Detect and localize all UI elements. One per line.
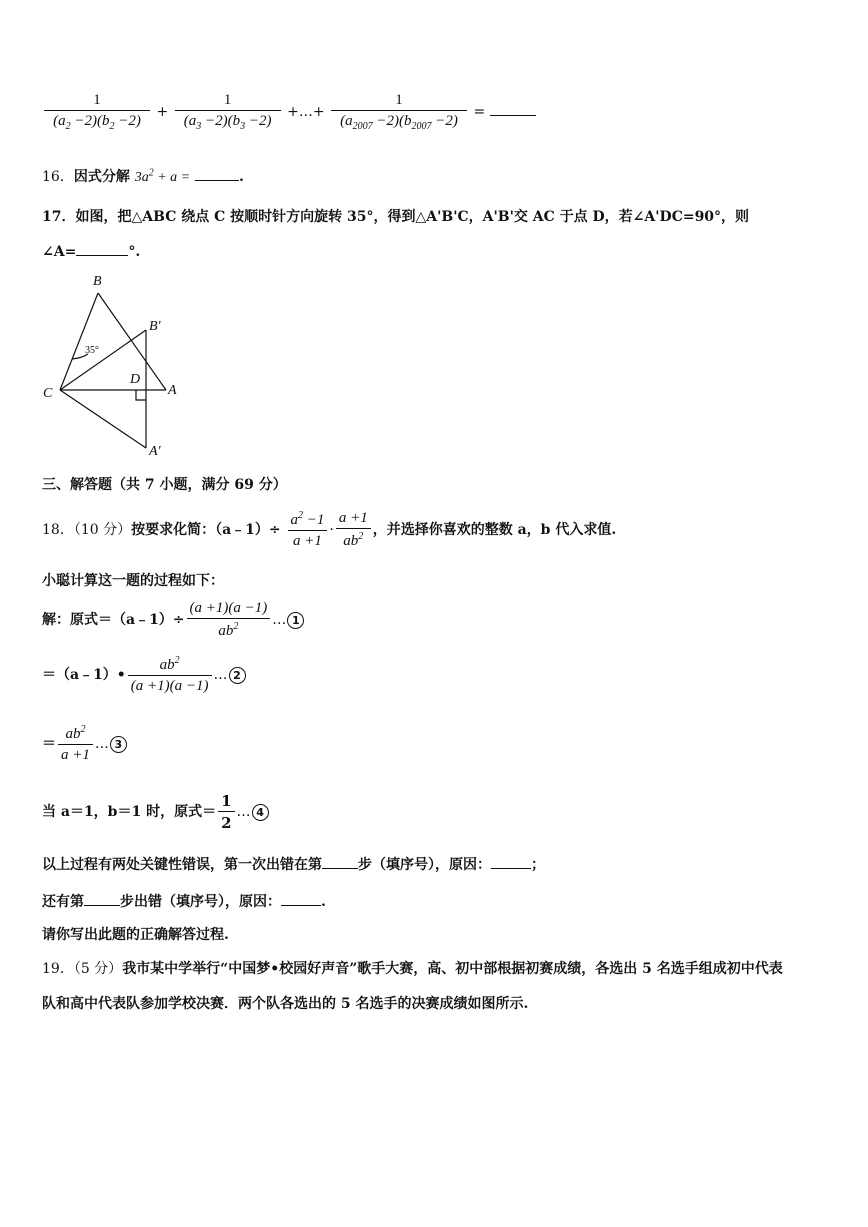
q18-task-2 [42,891,326,911]
label-Bprime: B′ [149,319,161,334]
ellipsis-sign: +…+ [287,104,325,120]
label-B: B [93,274,102,289]
q17-degree: °. [128,244,141,260]
term2-numerator: 1 [223,92,232,108]
step2-num-sup: 2 [174,655,180,666]
step2-den: (a +1)(a −1) [128,675,212,695]
step4-ellipsis: … [236,804,251,820]
series-term-1 [44,92,150,132]
q18-fraction-1 [288,510,328,550]
step3-circled-number: 3 [110,736,127,753]
task2-text-b: 步出错（填序号），原因： [120,894,281,910]
step2-num-a: ab [159,657,175,673]
q18-f2-den-sup: 2 [358,531,364,542]
q17-angle-label: ∠A= [42,244,77,260]
q18-text-end: ，并选择你喜欢的整数 a，b 代入求值. [372,522,617,538]
geometry-figure [38,268,188,463]
question-17-line1: 17．如图，把△ABC 绕点 C 按顺时针方向旋转 35°，得到△A'B'C，A'B'交 AC 于点 D，若∠A'DC=90°，则 [42,209,750,225]
solution-intro: 小聪计算这一题的过程如下： [42,573,224,589]
term1-sub2: 2 [109,121,115,132]
angle-label: 35° [85,345,99,356]
step4-den: 2 [218,811,234,832]
label-D: D [130,372,141,387]
q16-expr-rest: + a = [153,170,191,185]
step3-num-a: ab [65,726,81,742]
question-18 [42,510,616,550]
equals-sign: = [473,104,486,120]
term1-den-a: (a [53,113,66,129]
series-term-3 [331,92,467,132]
step3-prefix: ＝ [42,736,56,752]
question-16 [42,166,244,186]
term1-numerator: 1 [93,92,101,108]
q18-dot: · [329,522,334,538]
step4-circled-number: 4 [252,804,269,821]
task1-blank-step[interactable] [322,854,358,869]
term3-sub1: 2007 [352,121,373,132]
step3-fraction [58,724,93,764]
label-A: A [168,383,177,398]
step2-circled-number: 2 [229,667,246,684]
step1-den-sup: 2 [233,621,239,632]
label-C: C [43,386,53,401]
solution-step-1 [42,600,304,640]
q16-answer-blank[interactable] [195,166,239,181]
step2-ellipsis: … [213,667,228,683]
answer-blank[interactable] [490,101,536,116]
q18-fraction-2 [336,510,371,550]
plus-sign: + [156,104,169,120]
q18-f1-num-a: a [290,512,299,528]
q18-score: （10 分） [73,522,132,538]
q19-number: 19． [42,961,74,977]
step4-prefix: 当 a＝1，b＝1 时，原式＝ [42,804,217,820]
step1-den-a: ab [218,623,234,639]
term3-den-mid: −2)(b [372,113,412,129]
task2-blank-reason[interactable] [281,891,321,906]
label-Aprime: A′ [149,444,161,459]
series-term-2 [175,92,281,132]
q18-f1-num-sup: 2 [298,510,304,521]
q18-f1-num-rest: −1 [303,512,325,528]
step1-fraction [187,600,271,640]
q19-score: （5 分） [73,961,123,977]
term2-den-mid: −2)(b [201,113,241,129]
segment-CAprime [60,390,146,448]
term3-sub2: 2007 [411,121,432,132]
task2-text-a: 还有第 [42,894,84,910]
term2-den-a: (a [183,113,197,129]
term1-den-end: −2) [114,113,141,129]
question-17-line2 [42,241,140,260]
segment-CB [60,293,98,390]
step4-fraction [218,792,234,832]
task1-text-c: ； [531,857,545,873]
solution-step-4 [42,792,269,832]
task1-text-b: 步（填序号），原因： [358,857,491,873]
question-19-line1 [42,958,783,978]
q18-number: 18． [42,522,74,538]
q16-number: 16． [42,169,74,185]
step1-ellipsis: … [272,612,287,628]
q16-end: . [238,169,244,185]
step1-circled-number: 1 [287,612,304,629]
term2-sub2: 3 [240,121,246,132]
series-expression [42,92,536,132]
term1-sub1: 2 [65,121,71,132]
question-19-line2: 队和高中代表队参加学校决赛．两个队各选出的 5 名选手的决赛成绩如图所示. [42,996,529,1012]
term1-den-mid: −2)(b [70,113,110,129]
step3-den: a +1 [58,744,93,764]
q16-expr-sup: 2 [148,167,154,179]
q18-task-1 [42,854,545,874]
section-3-title: 三、解答题（共 7 小题，满分 69 分） [42,477,287,493]
term3-numerator: 1 [395,92,403,108]
term2-sub1: 3 [196,121,202,132]
step4-num: 1 [221,792,232,810]
step1-num: (a +1)(a −1) [189,600,268,616]
step1-prefix: 解：原式＝（a﹣1）÷ [42,612,185,628]
q16-text: 因式分解 [73,169,130,185]
q18-f2-den-a: ab [343,533,359,549]
task2-blank-step[interactable] [84,891,120,906]
solution-step-3 [42,724,127,764]
step2-prefix: ＝（a﹣1）• [42,667,126,683]
step3-ellipsis: … [94,736,109,752]
solution-step-2 [42,655,246,695]
step2-fraction [128,655,212,695]
term3-den-a: (a [340,113,353,129]
q19-text: 我市某中学举行“中国梦•校园好声音”歌手大赛，高、初中部根据初赛成绩，各选出 5 名选手组成初中代表 [122,961,783,977]
task2-text-c: . [321,894,326,910]
task1-blank-reason[interactable] [491,854,531,869]
q18-f1-den: a +1 [288,530,328,550]
q17-answer-blank[interactable] [76,241,128,256]
q18-f2-num: a +1 [338,510,368,526]
q18-text-start: 按要求化简：（a﹣1）÷ [131,522,281,538]
term2-den-end: −2) [245,113,272,129]
right-angle-mark [136,390,146,400]
q16-expr-a: 3a [134,170,149,185]
step3-num-sup: 2 [80,724,86,735]
q18-task-3: 请你写出此题的正确解答过程. [42,927,229,943]
task1-text-a: 以上过程有两处关键性错误，第一次出错在第 [42,857,322,873]
term3-den-end: −2) [431,113,458,129]
